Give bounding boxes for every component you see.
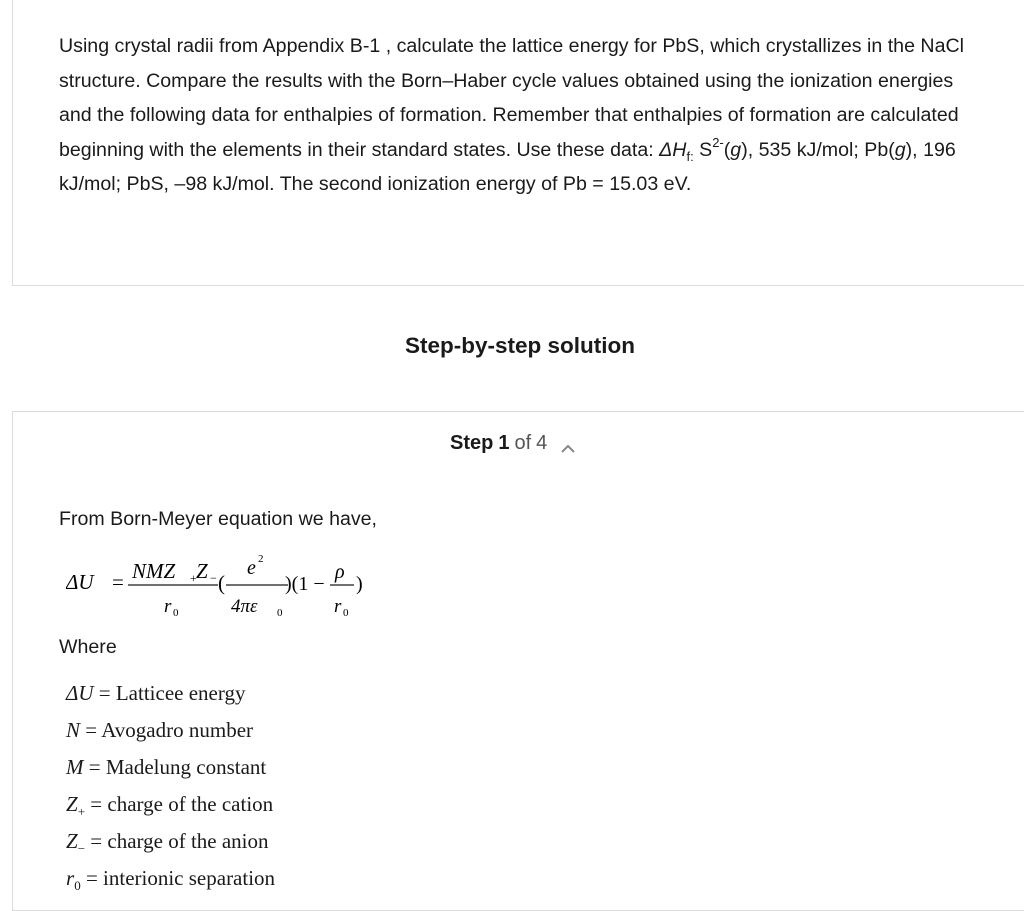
step-word: Step — [450, 432, 494, 454]
solution-heading: Step-by-step solution — [405, 333, 635, 358]
where-label: Where — [59, 636, 117, 658]
definitions-list — [66, 676, 275, 898]
gas-label-1: g — [730, 138, 742, 161]
paren-open: ( — [723, 138, 731, 161]
chevron-up-icon[interactable] — [561, 439, 575, 453]
step-of: of — [514, 432, 532, 454]
paren-close: ) — [356, 573, 363, 595]
formula-r0-2-sub: 0 — [343, 607, 349, 619]
formula-zplus: + — [190, 571, 197, 585]
definition-item: N = Avogadro number — [66, 718, 254, 742]
question-body: Using crystal radii from Appendix B-1 , calculate the lattice energy for PbS, which crystallizes in the NaCl structure. Compare the results with the Born–Haber cycle values obtained using the ionization energies and the following data for enthalpies of formation. Remember that enthalpies of formation are calculated beginning with the elements in their standard states. Use these data: — [59, 35, 964, 161]
formula-num: NMZ — [132, 559, 176, 583]
born-meyer-formula — [66, 552, 386, 632]
step-number: 1 — [498, 432, 510, 454]
formula-den: 4πε — [231, 596, 258, 617]
formula-e-sup: 2 — [258, 553, 264, 565]
s-rest: ), 535 kJ/mol; Pb( — [741, 138, 895, 161]
pb-rest: ), 196 kJ/mol; PbS, –98 kJ/mol. The second ionization energy of Pb = 15.03 eV. — [59, 138, 956, 195]
step-intro: From Born-Meyer equation we have, — [59, 508, 377, 530]
definition-item: $r_0$ = interionic separation — [66, 866, 276, 894]
formula-zminus: Z — [196, 559, 208, 583]
formula-eq: = — [112, 570, 124, 594]
step-toggle[interactable] — [450, 432, 575, 455]
definition-item: $Z_-$ = charge of the anion — [66, 829, 269, 857]
gas-label-2: g — [894, 138, 906, 161]
paren-open: ( — [218, 571, 225, 595]
s-symbol: S — [693, 138, 713, 161]
formula-one-minus: )(1 − — [285, 573, 325, 595]
formula-r0-2: r — [334, 596, 342, 617]
question-text — [59, 29, 979, 202]
delta-h: ΔH — [659, 138, 687, 161]
formula-r0-sub: 0 — [173, 607, 179, 619]
definition-item: $Z_+$ = charge of the cation — [66, 792, 274, 820]
s-charge: 2- — [712, 134, 724, 150]
formula-den-sub: 0 — [277, 607, 283, 619]
step-total: 4 — [536, 432, 548, 454]
formula-minus: − — [210, 571, 217, 585]
definition-item: ΔU = Latticee energy — [66, 681, 246, 705]
formula-rho: ρ — [335, 561, 345, 583]
formula-e: e — [247, 557, 256, 579]
formula-r0: r — [164, 596, 172, 617]
formula-lhs: ΔU — [66, 570, 94, 594]
sub-f: f: — [686, 148, 694, 164]
definition-item: M = Madelung constant — [66, 755, 267, 779]
